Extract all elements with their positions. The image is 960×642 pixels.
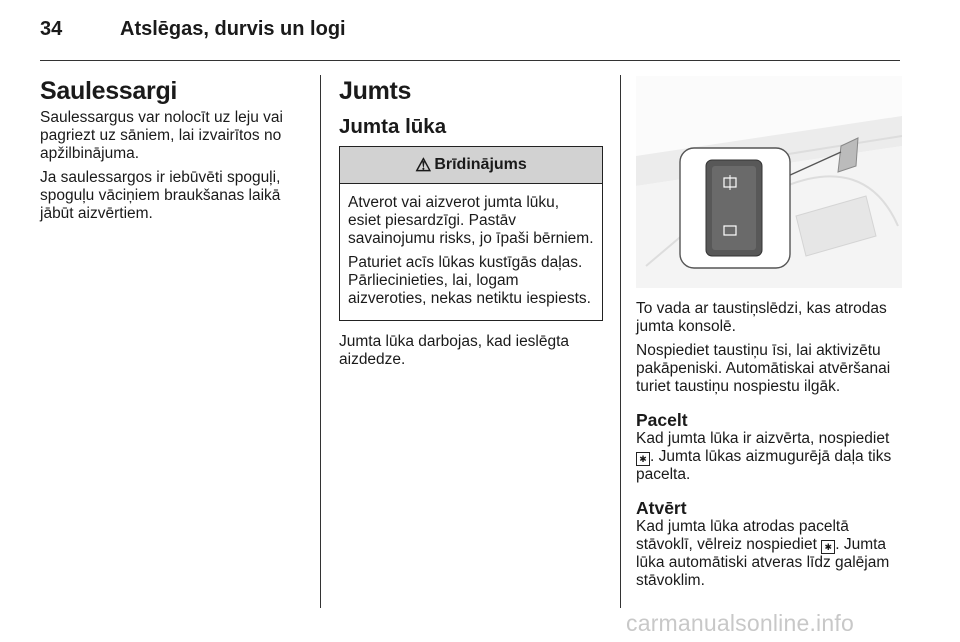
column-3 bbox=[636, 300, 906, 596]
sunroof-subheading: Jumta lūka bbox=[339, 115, 447, 138]
warning-triangle-icon: ⚠ bbox=[415, 155, 432, 175]
sun-visors-paragraph-2: Ja saulessargos ir iebūvēti spoguļi, spoguļu vāciņiem braukšanas laikā jābūt aizvērtiem. bbox=[40, 169, 281, 222]
open-button-icon: ✱ bbox=[821, 540, 835, 554]
roof-console-drawing bbox=[636, 76, 902, 288]
column-2 bbox=[339, 76, 603, 375]
raise-text-end: . Jumta lūkas aizmugurējā daļa tiks pacelta. bbox=[636, 448, 892, 483]
open-text-end: . Jumta lūka automātiski atveras līdz galējam stāvoklim. bbox=[636, 536, 890, 589]
warning-paragraph-2: Paturiet acīs lūkas kustīgās daļas. Pārliecinieties, lai, logam aizveroties, nekas netiktu iespiests. bbox=[348, 254, 591, 307]
warning-box bbox=[339, 146, 603, 321]
warning-paragraph-1: Atverot vai aizverot jumta lūku, esiet piesardzīgi. Pastāv savainojumu risks, jo īpaši bērniem. bbox=[348, 194, 594, 247]
open-text-start: Kad jumta lūka atrodas paceltā stāvoklī, vēlreiz nospiediet bbox=[636, 518, 849, 553]
column-divider-2 bbox=[620, 75, 621, 608]
sun-visors-heading: Saulessargi bbox=[40, 77, 178, 105]
warning-body bbox=[340, 184, 602, 320]
switch-location-paragraph: To vada ar taustiņslēdzi, kas atrodas jumta konsolē. bbox=[636, 300, 887, 335]
header-divider bbox=[40, 60, 900, 61]
tilt-button-icon: ✱ bbox=[636, 452, 650, 466]
column-1 bbox=[40, 76, 300, 229]
sunroof-operation-note: Jumta lūka darbojas, kad ieslēgta aizdedze. bbox=[339, 333, 570, 368]
raise-heading: Pacelt bbox=[636, 410, 688, 430]
chapter-title: Atslēgas, durvis un logi bbox=[120, 18, 346, 40]
sun-visors-paragraph-1: Saulessargus var nolocīt uz leju vai pagriezt uz sāniem, lai izvairītos no apžilbinājuma. bbox=[40, 109, 283, 162]
watermark: carmanualsonline.info bbox=[626, 610, 854, 636]
page-number: 34 bbox=[40, 18, 63, 40]
open-paragraph bbox=[636, 518, 906, 590]
warning-title: Brīdinājums bbox=[434, 156, 527, 173]
raise-text-start: Kad jumta lūka ir aizvērta, nospiediet bbox=[636, 430, 890, 447]
switch-operation-paragraph: Nospiediet taustiņu īsi, lai aktivizētu pakāpeniski. Automātiskai atvēršanai turiet taustiņu nospiestu ilgāk. bbox=[636, 342, 891, 395]
column-divider-1 bbox=[320, 75, 321, 608]
roof-heading: Jumts bbox=[339, 77, 412, 105]
warning-header bbox=[340, 147, 602, 184]
open-heading: Atvērt bbox=[636, 498, 687, 518]
raise-paragraph bbox=[636, 430, 906, 484]
roof-console-illustration bbox=[636, 76, 902, 288]
